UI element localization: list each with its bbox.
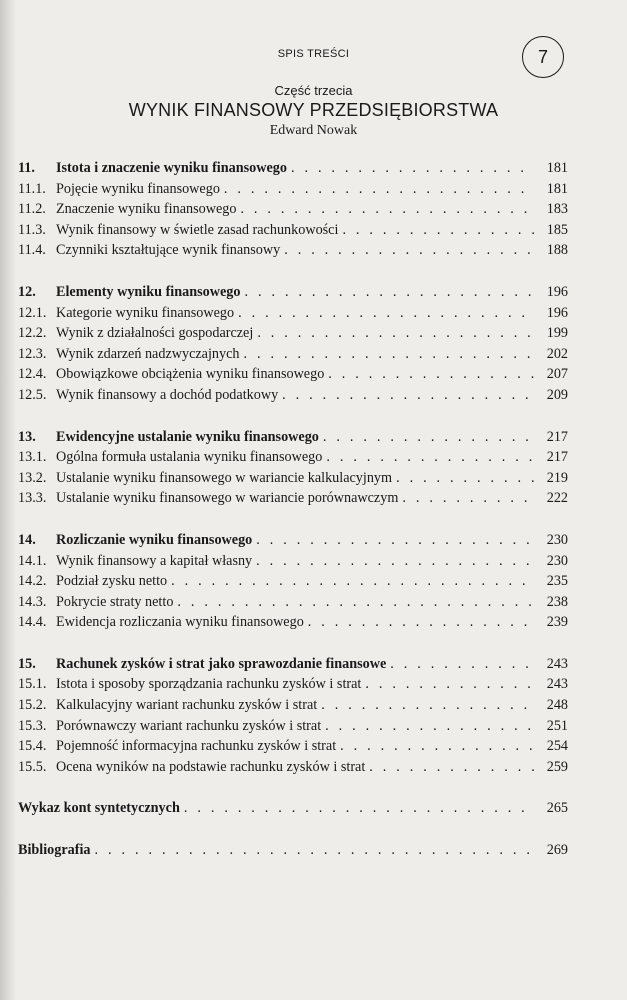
- toc-title: Wynik finansowy a dochód podatkowy: [56, 386, 279, 403]
- toc-page-number: 265: [546, 800, 568, 817]
- toc-number: 12.: [18, 283, 36, 300]
- toc-number: 15.4.: [18, 738, 47, 755]
- toc-appendix-row: [18, 800, 568, 821]
- toc-page-number: 230: [546, 552, 568, 569]
- toc-page-number: 188: [546, 242, 568, 259]
- toc-number: 12.4.: [18, 366, 47, 383]
- toc-section-row: [18, 594, 568, 615]
- dot-leader: [402, 490, 534, 507]
- toc-title: Rachunek zysków i strat jako sprawozdanie finansowe: [56, 655, 387, 672]
- toc-title: Ewidencyjne ustalanie wyniku finansowego: [56, 428, 319, 445]
- toc-page-number: 199: [546, 325, 568, 342]
- toc-number: 12.2.: [18, 325, 47, 342]
- toc-page-number: 181: [546, 160, 568, 176]
- toc-page-number: 243: [546, 655, 568, 672]
- toc-section-row: [18, 718, 568, 739]
- appendix-spacer: [18, 821, 568, 842]
- dot-leader: [177, 594, 534, 611]
- toc-title: Wynik zdarzeń nadzwyczajnych: [56, 345, 240, 362]
- dot-leader: [284, 242, 534, 259]
- toc-title: Podział zysku netto: [56, 573, 168, 590]
- toc-section-row: [18, 201, 568, 222]
- dot-leader: [325, 718, 534, 735]
- toc-title: Istota i sposoby sporządzania rachunku zysków i strat: [56, 676, 362, 693]
- toc-title: Istota i znaczenie wyniku finansowego: [56, 160, 287, 176]
- dot-leader: [396, 470, 534, 487]
- running-head: SPIS TREŚCI: [277, 48, 350, 60]
- toc-number: 13.3.: [18, 490, 47, 507]
- toc-page-number: 217: [546, 428, 568, 445]
- toc-section-row: [18, 325, 568, 346]
- page-number-badge: 7: [522, 36, 564, 78]
- toc-page-number: 196: [546, 304, 568, 321]
- toc-title: Wykaz kont syntetycznych: [18, 800, 180, 817]
- toc-page-number: 207: [546, 366, 568, 383]
- toc-section-row: [18, 676, 568, 697]
- dot-leader: [257, 325, 534, 342]
- toc-title: Kalkulacyjny wariant rachunku zysków i strat: [56, 697, 318, 714]
- toc-section-row: [18, 759, 568, 780]
- dot-leader: [244, 346, 535, 363]
- toc-page-number: 238: [546, 593, 568, 610]
- toc-title: Ustalanie wyniku finansowego w wariancie kalkulacyjnym: [56, 469, 393, 486]
- dot-leader: [256, 532, 534, 549]
- toc-page-number: 222: [546, 490, 568, 507]
- dot-leader: [282, 387, 534, 404]
- toc-section-row: [18, 305, 568, 326]
- chapter-spacer: [18, 408, 568, 429]
- toc-number: 15.1.: [18, 676, 47, 693]
- table-of-contents: [18, 160, 568, 863]
- toc-title: Wynik finansowy w świetle zasad rachunkowości: [56, 221, 339, 238]
- toc-chapter-row: [18, 160, 568, 181]
- toc-section-row: [18, 614, 568, 635]
- dot-leader: [369, 759, 534, 776]
- toc-title: Ewidencja rozliczania wyniku finansowego: [56, 614, 304, 631]
- dot-leader: [238, 305, 534, 322]
- toc-section-row: [18, 222, 568, 243]
- toc-number: 11.: [18, 160, 35, 176]
- toc-number: 14.4.: [18, 614, 47, 631]
- toc-title: Znaczenie wyniku finansowego: [56, 201, 237, 218]
- toc-page-number: 254: [546, 738, 568, 755]
- dot-leader: [323, 429, 534, 446]
- dot-leader: [184, 800, 534, 817]
- toc-number: 15.3.: [18, 717, 47, 734]
- toc-title: Ustalanie wyniku finansowego w wariancie porównawczym: [56, 490, 399, 507]
- toc-number: 13.: [18, 428, 36, 445]
- toc-section-row: [18, 490, 568, 511]
- dot-leader: [340, 738, 534, 755]
- dot-leader: [171, 573, 534, 590]
- toc-title: Porównawczy wariant rachunku zysków i strat: [56, 717, 322, 734]
- dot-leader: [240, 201, 534, 218]
- chapter-spacer: [18, 511, 568, 532]
- chapter-spacer: [18, 263, 568, 284]
- toc-section-row: [18, 573, 568, 594]
- toc-number: 12.1.: [18, 304, 47, 321]
- toc-title: Ogólna formuła ustalania wyniku finansowego: [56, 449, 323, 466]
- toc-number: 14.2.: [18, 573, 47, 590]
- toc-chapter-row: [18, 656, 568, 677]
- dot-leader: [256, 553, 534, 570]
- toc-page-number: 219: [546, 469, 568, 486]
- toc-section-row: [18, 449, 568, 470]
- toc-section-row: [18, 387, 568, 408]
- toc-title: Pojęcie wyniku finansowego: [56, 180, 220, 197]
- toc-title: Elementy wyniku finansowego: [56, 283, 241, 300]
- toc-section-row: [18, 366, 568, 387]
- toc-section-row: [18, 697, 568, 718]
- toc-number: 12.3.: [18, 345, 47, 362]
- toc-number: 14.: [18, 531, 36, 548]
- toc-number: 11.2.: [18, 201, 46, 218]
- toc-number: 15.5.: [18, 758, 47, 775]
- toc-page-number: 209: [546, 386, 568, 403]
- toc-chapter-row: [18, 284, 568, 305]
- dot-leader: [390, 656, 534, 673]
- toc-chapter-row: [18, 532, 568, 553]
- toc-page-number: 239: [546, 614, 568, 631]
- toc-section-row: [18, 470, 568, 491]
- dot-leader: [365, 676, 534, 693]
- toc-section-row: [18, 738, 568, 759]
- toc-page-number: 185: [546, 221, 568, 238]
- part-label: Część trzecia: [274, 83, 353, 98]
- dot-leader: [342, 222, 534, 239]
- toc-page-number: 269: [546, 842, 568, 859]
- toc-number: 11.3.: [18, 221, 46, 238]
- toc-chapter-row: [18, 429, 568, 450]
- toc-title: Wynik z działalności gospodarczej: [56, 325, 254, 342]
- toc-page-number: 248: [546, 697, 568, 714]
- toc-page-number: 230: [546, 531, 568, 548]
- dot-leader: [291, 160, 534, 177]
- dot-leader: [95, 842, 534, 859]
- toc-title: Pojemność informacyjna rachunku zysków i strat: [56, 738, 337, 755]
- author-name: Edward Nowak: [269, 123, 358, 138]
- toc-title: Czynniki kształtujące wynik finansowy: [56, 242, 281, 259]
- toc-number: 14.3.: [18, 593, 47, 610]
- toc-number: 14.1.: [18, 552, 47, 569]
- toc-title: Kategorie wyniku finansowego: [56, 304, 235, 321]
- dot-leader: [328, 366, 534, 383]
- toc-page-number: 243: [546, 676, 568, 693]
- toc-page-number: 181: [546, 180, 568, 197]
- toc-page-number: 259: [546, 758, 568, 775]
- toc-section-row: [18, 553, 568, 574]
- page-gutter-shadow: [0, 0, 16, 1000]
- toc-number: 11.4.: [18, 242, 46, 259]
- dot-leader: [244, 284, 534, 301]
- toc-title: Rozliczanie wyniku finansowego: [56, 531, 253, 548]
- toc-page-number: 217: [546, 449, 568, 466]
- toc-title: Pokrycie straty netto: [56, 593, 174, 610]
- toc-title: Wynik finansowy a kapitał własny: [56, 552, 253, 569]
- toc-page-number: 235: [546, 573, 568, 590]
- appendix-spacer: [18, 779, 568, 800]
- toc-page-number: 183: [546, 201, 568, 218]
- dot-leader: [326, 449, 534, 466]
- toc-number: 13.1.: [18, 449, 47, 466]
- toc-title: Ocena wyników na podstawie rachunku zysków i strat: [56, 758, 366, 775]
- toc-title: Bibliografia: [18, 842, 91, 859]
- toc-number: 11.1.: [18, 180, 46, 197]
- toc-number: 13.2.: [18, 469, 47, 486]
- chapter-spacer: [18, 635, 568, 656]
- toc-title: Obowiązkowe obciążenia wyniku finansowego: [56, 366, 325, 383]
- toc-number: 15.: [18, 655, 36, 672]
- dot-leader: [224, 181, 534, 198]
- toc-section-row: [18, 181, 568, 202]
- toc-page-number: 251: [546, 717, 568, 734]
- toc-page-number: 202: [546, 345, 568, 362]
- dot-leader: [321, 697, 534, 714]
- part-title: WYNIK FINANSOWY PRZEDSIĘBIORSTWA: [128, 100, 499, 120]
- toc-section-row: [18, 242, 568, 263]
- toc-section-row: [18, 346, 568, 367]
- toc-page-number: 196: [546, 283, 568, 300]
- toc-number: 15.2.: [18, 697, 47, 714]
- toc-appendix-row: [18, 842, 568, 863]
- dot-leader: [308, 614, 534, 631]
- toc-number: 12.5.: [18, 386, 47, 403]
